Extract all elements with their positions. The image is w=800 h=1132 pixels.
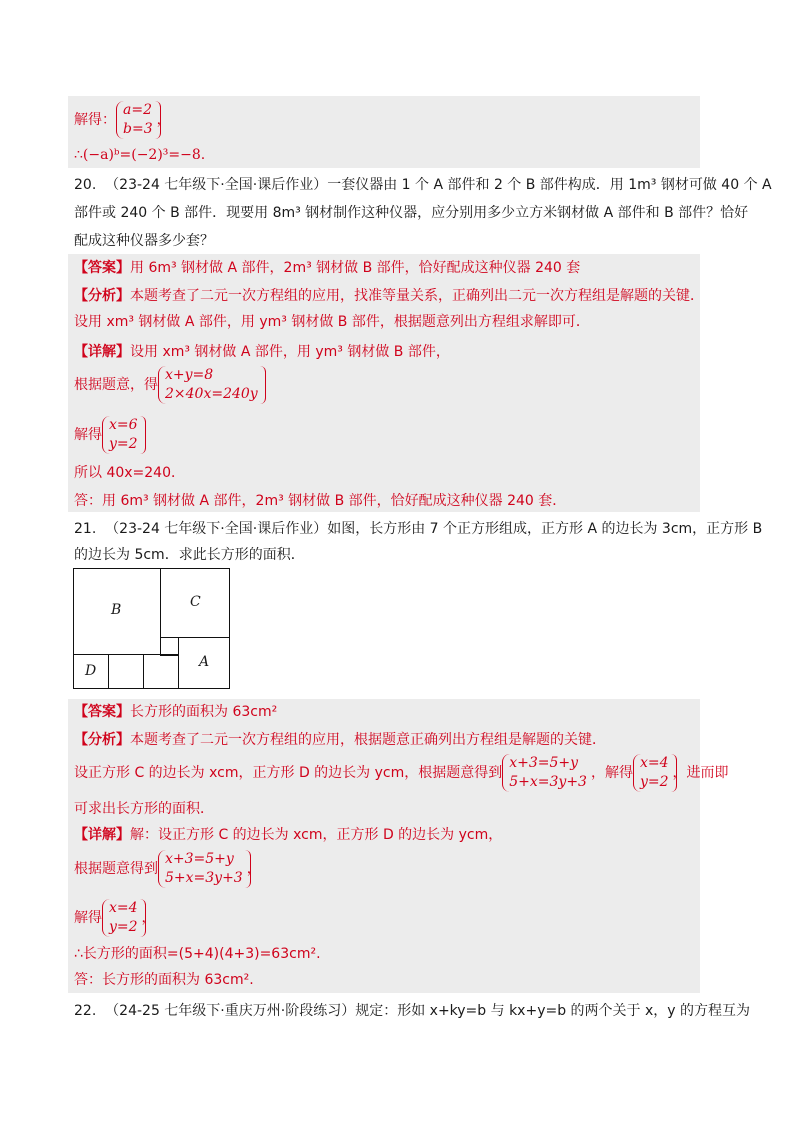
q20-number: 20. [74, 177, 97, 193]
q20-eq-1: x+y=8 [165, 367, 214, 383]
q20-answer-tag: 【答案】 [74, 260, 130, 276]
q20-solution-system [102, 416, 142, 454]
q21-a-eq-1: x+3=5+y [509, 755, 579, 771]
q21-stem-line-1 [74, 518, 762, 540]
q20-source: （23-24 七年级下·全国·课后作业） [105, 177, 328, 193]
q21-detail-2-prefix: 根据题意得到 [74, 861, 158, 877]
q21-a-sol-2: y=2 [639, 774, 669, 790]
q20-stem-1: 一套仪器由 1 个 A 部件和 2 个 B 部件构成．用 1m³ 钢材可做 40 个 A [327, 177, 772, 193]
q19-solve-prefix: 解得： [74, 112, 116, 128]
q21-a-sol-1: x=4 [639, 755, 669, 771]
square-bottom-2 [108, 654, 144, 689]
q20-stem-2: 部件或 240 个 B 部件．现要用 8m³ 钢材制作这种仪器，应分别用多少立方米钢材做 A 部件和 B 部件？恰好 [74, 205, 749, 221]
q21-detail-4: ∴长方形的面积=(5+4)(4+3)=63cm². [74, 946, 321, 962]
q21-detail-1: 解：设正方形 C 的边长为 xcm，正方形 D 的边长为 ycm， [130, 827, 503, 843]
q20-equation-system [158, 366, 262, 404]
q20-detail-3-prefix: 解得 [74, 427, 102, 443]
q21-analysis-tag: 【分析】 [74, 732, 130, 748]
q20-analysis-line-1 [74, 285, 704, 307]
q20-eq-2: 2×40x=240y [165, 386, 258, 402]
q21-source: （23-24 七年级下·全国·课后作业） [105, 521, 328, 537]
q21-detail-3-prefix: 解得 [74, 910, 102, 926]
q20-detail-2-prefix: 根据题意，得 [74, 377, 158, 393]
q20-analysis-2: 设用 xm³ 钢材做 A 部件，用 ym³ 钢材做 B 部件，根据题意列出方程组求解即可． [74, 314, 590, 330]
q21-detail-3-suffix: ， [141, 910, 156, 926]
q21-d-eq-1: x+3=5+y [165, 851, 234, 867]
q21-stem-2: 的边长为 5cm．求此长方形的面积． [74, 547, 305, 563]
q21-final: 答：长方形的面积为 63cm². [74, 972, 254, 988]
q20-detail-4: 所以 40x=240． [74, 465, 186, 481]
q21-analysis-2-suffix: ，进而即 [672, 765, 729, 781]
label-b: B [111, 602, 122, 618]
q20-sol-1: x=6 [109, 417, 138, 433]
q21-detail-line-3 [74, 899, 156, 937]
q21-detail-solution [102, 899, 142, 937]
q20-stem-3: 配成这种仪器多少套？ [74, 233, 214, 249]
label-a: A [199, 654, 210, 670]
q20-sol-2: y=2 [109, 436, 138, 452]
q19-therefore: ∴(−a)ᵇ=(−2)³=−8. [74, 147, 206, 163]
q21-stem-1: 如图，长方形由 7 个正方形组成，正方形 A 的边长为 3cm，正方形 B [327, 521, 763, 537]
q21-detail-system [158, 850, 247, 888]
q21-analysis-2-mid: ，解得 [590, 765, 633, 781]
q21-answer: 长方形的面积为 63cm² [130, 704, 278, 720]
q20-analysis-1: 本题考查了二元一次方程组的应用，找准等量关系，正确列出二元一次方程组是解题的关键． [130, 288, 704, 304]
q21-number: 21. [74, 521, 97, 537]
q22-stem-1: 规定：形如 x+ky=b 与 kx+y=b 的两个关于 x，y 的方程互为 [355, 1003, 751, 1019]
q21-analysis-system [502, 754, 591, 792]
q22-stem-line-1 [74, 1000, 750, 1022]
q21-detail-2-suffix: ， [246, 861, 261, 877]
q21-analysis-line-1 [74, 729, 606, 751]
q21-d-eq-2: 5+x=3y+3 [165, 870, 243, 886]
q20-detail-line-1 [74, 341, 450, 363]
q20-detail-line-2 [74, 366, 262, 404]
q20-detail-line-3 [74, 416, 142, 454]
q21-analysis-3: 可求出长方形的面积． [74, 801, 214, 817]
q20-detail-1: 设用 xm³ 钢材做 A 部件，用 ym³ 钢材做 B 部件， [130, 344, 450, 360]
q21-detail-tag: 【详解】 [74, 827, 130, 843]
q21-figure [73, 568, 230, 689]
q21-analysis-2-prefix: 设正方形 C 的边长为 xcm，正方形 D 的边长为 ycm，根据题意得到 [74, 765, 503, 781]
q19-sys-suffix: ， [156, 112, 171, 128]
q19-solve-line [74, 101, 171, 139]
q22-source: （24-25 七年级下·重庆万州·阶段练习） [105, 1003, 356, 1019]
q20-detail-tag: 【详解】 [74, 344, 130, 360]
q22-number: 22. [74, 1003, 97, 1019]
q21-analysis-1: 本题考查了二元一次方程组的应用，根据题意正确列出方程组是解题的关键． [130, 732, 606, 748]
q20-answer: 用 6m³ 钢材做 A 部件，2m³ 钢材做 B 部件，恰好配成这种仪器 240 套 [130, 260, 581, 276]
q21-d-sol-1: x=4 [109, 900, 138, 916]
q21-answer-line [74, 701, 277, 723]
label-d: D [85, 663, 97, 679]
q20-answer-line [74, 257, 580, 279]
q21-detail-line-2 [74, 850, 261, 888]
q19-eq-1: a=2 [123, 102, 152, 118]
label-c: C [190, 594, 201, 610]
q20-stem-line-1 [74, 174, 772, 196]
q21-detail-line-1 [74, 824, 502, 846]
q19-system [116, 101, 157, 139]
q19-eq-2: b=3 [123, 121, 153, 137]
q20-analysis-tag: 【分析】 [74, 288, 130, 304]
q21-a-eq-2: 5+x=3y+3 [509, 774, 587, 790]
q21-analysis-solution [633, 754, 673, 792]
square-bottom-3 [143, 654, 179, 689]
q21-analysis-line-2 [74, 754, 729, 792]
q21-d-sol-2: y=2 [109, 919, 138, 935]
q20-final: 答：用 6m³ 钢材做 A 部件，2m³ 钢材做 B 部件，恰好配成这种仪器 240 套． [74, 493, 567, 509]
q21-answer-tag: 【答案】 [74, 704, 130, 720]
